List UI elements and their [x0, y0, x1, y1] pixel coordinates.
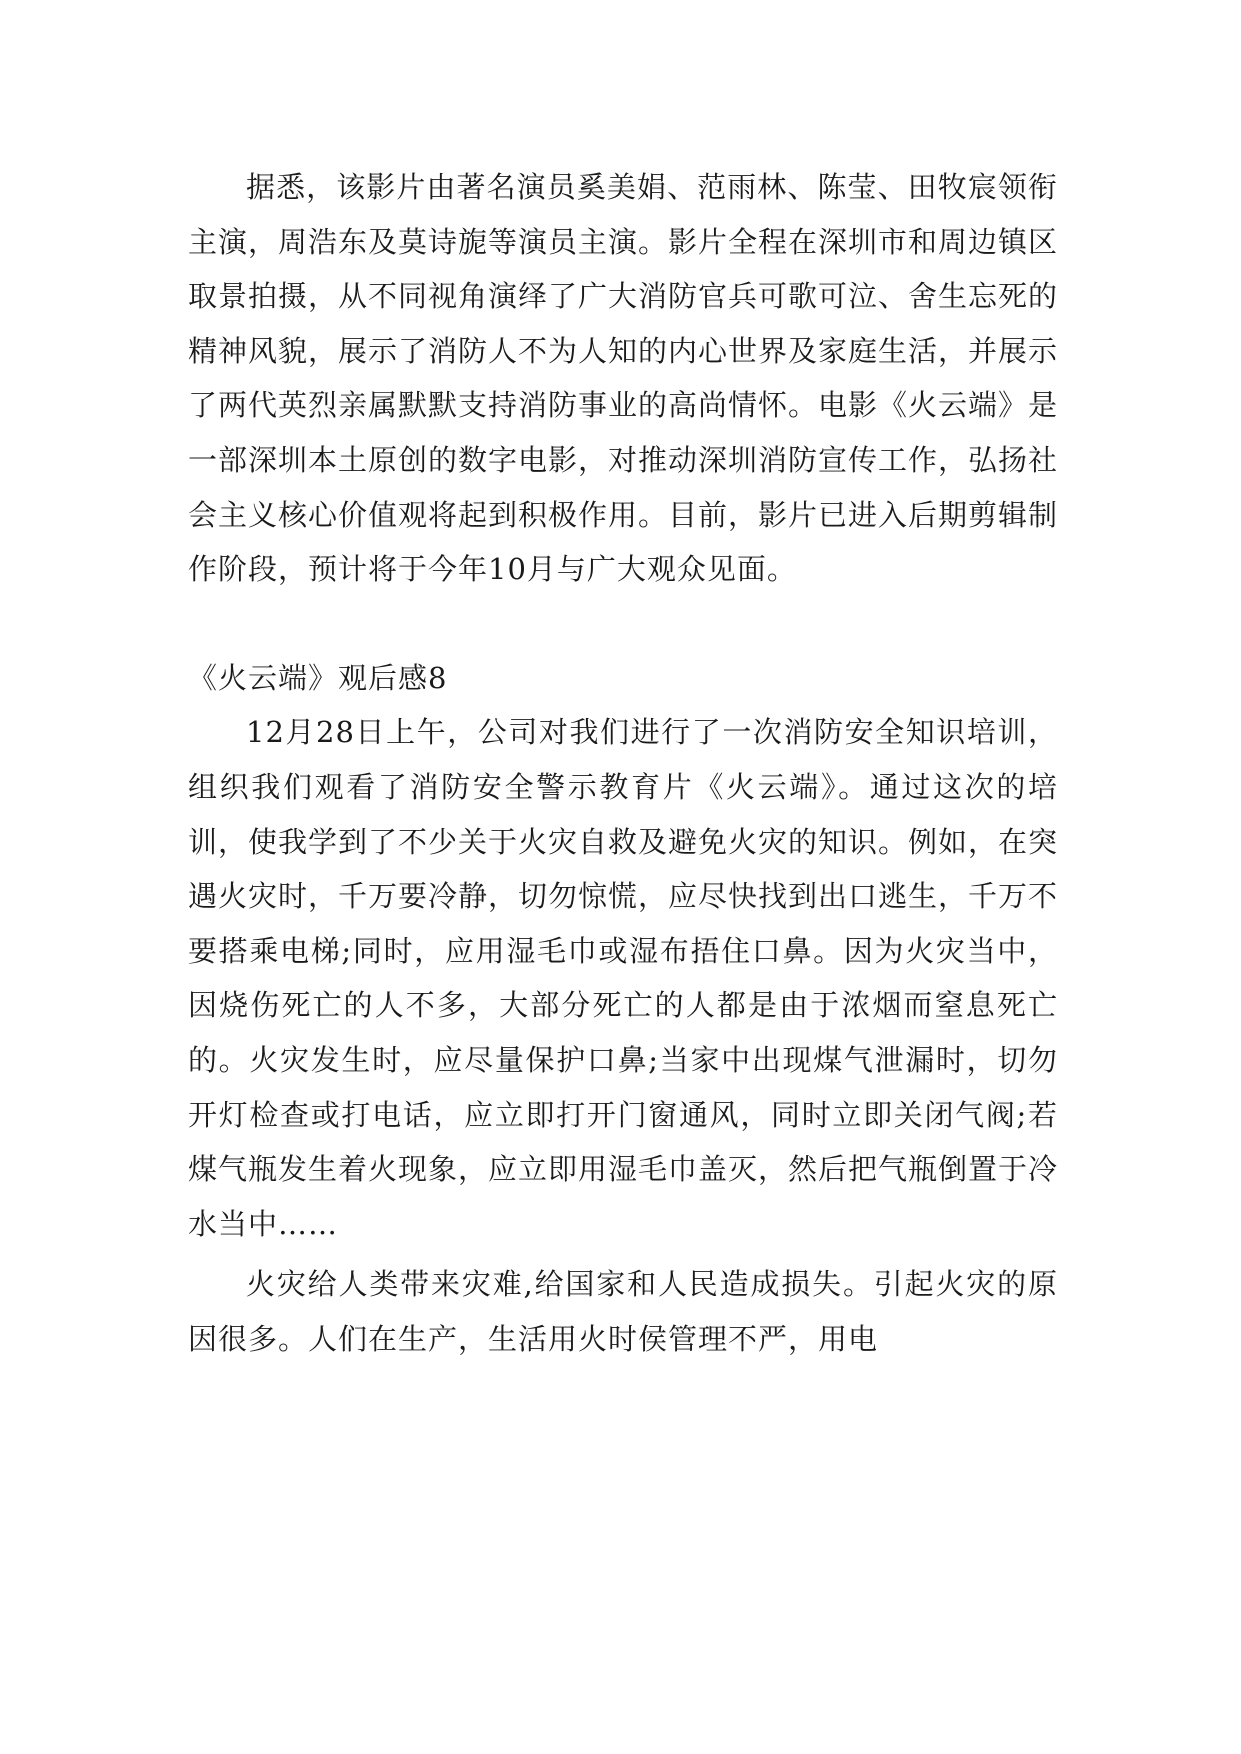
paragraph-fire-causes: 火灾给人类带来灾难,给国家和人民造成损失。引起火灾的原因很多。人们在生产，生活用火时侯管理不严，用电 [188, 1267, 1058, 1356]
document-body [188, 160, 1058, 1366]
section-heading: 《火云端》观后感8 [188, 660, 448, 695]
paragraph-training: 12月28日上午，公司对我们进行了一次消防安全知识培训，组织我们观看了消防安全警示教育片《火云端》。通过这次的培训，使我学到了不少关于火灾自救及避免火灾的知识。例如，在突遇火灾时，千万要冷静，切勿惊慌，应尽快找到出口逃生，千万不要搭乘电梯;同时，应用湿毛巾或湿布捂住口鼻。因为火灾当中，因烧伤死亡的人不多，大部分死亡的人都是由于浓烟而窒息死亡的。火灾发生时，应尽量保护口鼻;当家中出现煤气泄漏时，切勿开灯检查或打电话，应立即打开门窗通风，同时立即关闭气阀;若煤气瓶发生着火现象，应立即用湿毛巾盖灭，然后把气瓶倒置于冷水当中…… [188, 715, 1059, 1241]
paragraph-film-intro: 据悉，该影片由著名演员奚美娟、范雨林、陈莹、田牧宸领衔主演，周浩东及莫诗旎等演员主演。影片全程在深圳市和周边镇区取景拍摄，从不同视角演绎了广大消防官兵可歌可泣、舍生忘死的精神风貌，展示了消防人不为人知的内心世界及家庭生活，并展示了两代英烈亲属默默支持消防事业的高尚情怀。电影《火云端》是一部深圳本土原创的数字电影，对推动深圳消防宣传工作，弘扬社会主义核心价值观将起到积极作用。目前，影片已进入后期剪辑制作阶段，预计将于今年10月与广大观众见面。 [188, 170, 1059, 587]
